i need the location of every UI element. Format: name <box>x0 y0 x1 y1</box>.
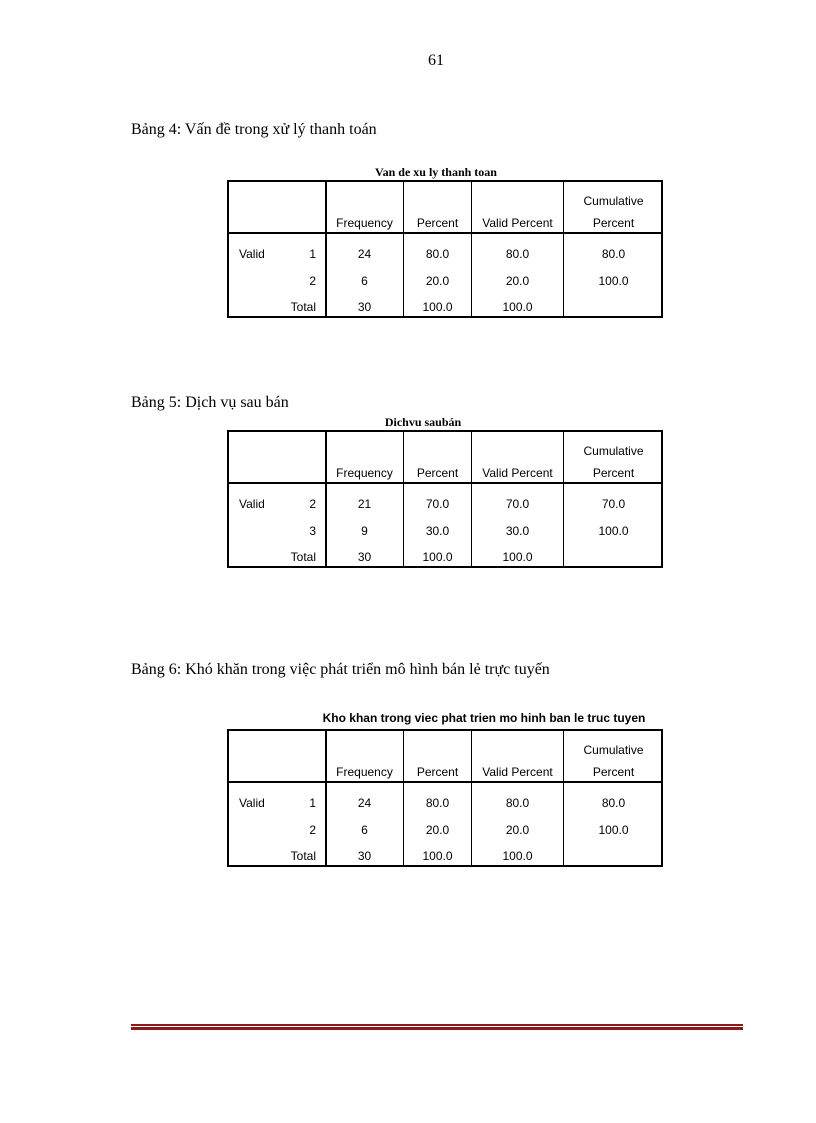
header-valid-percent: Valid Percent <box>482 466 553 480</box>
table-title: Van de xu ly thanh toan <box>375 165 497 179</box>
header-cumulative-percent: Percent <box>592 466 635 480</box>
table-title: Dichvu saubán <box>384 415 462 429</box>
footer-rule-line <box>131 1027 743 1030</box>
row-label: 2 <box>309 823 316 837</box>
valid-percent-value: 20.0 <box>505 823 530 837</box>
header-valid-percent: Valid Percent <box>482 216 553 230</box>
cumulative-value: 80.0 <box>601 247 626 261</box>
table-caption: Bảng 4: Vấn đề trong xử lý thanh toán <box>131 121 377 138</box>
cumulative-value: 100.0 <box>598 524 629 538</box>
header-frequency: Frequency <box>336 466 393 480</box>
percent-value: 20.0 <box>425 274 450 288</box>
percent-value: 70.0 <box>425 497 450 511</box>
valid-percent-value: 80.0 <box>505 247 530 261</box>
table-title: Kho khan trong viec phat trien mo hinh ban le truc tuyen <box>322 711 646 725</box>
percent-value: 20.0 <box>425 823 450 837</box>
frequency-value: 6 <box>361 274 368 288</box>
footer-rule <box>131 1024 743 1030</box>
percent-value: 30.0 <box>425 524 450 538</box>
valid-percent-value: 20.0 <box>505 274 530 288</box>
valid-percent-value: 70.0 <box>505 497 530 511</box>
header-cumulative: Cumulative <box>583 194 644 208</box>
row-group: Valid <box>239 796 265 810</box>
cumulative-value: 70.0 <box>601 497 626 511</box>
cumulative-value: 100.0 <box>598 274 629 288</box>
page-number: 61 <box>428 52 444 69</box>
header-percent: Percent <box>416 466 459 480</box>
frequency-value: 24 <box>357 796 372 810</box>
percent-value: 100.0 <box>422 550 453 564</box>
row-group: Valid <box>239 247 265 261</box>
row-label: 3 <box>309 524 316 538</box>
frequency-table <box>227 729 663 867</box>
row-label: Total <box>290 849 316 863</box>
row-label: 1 <box>309 796 316 810</box>
valid-percent-value: 100.0 <box>502 849 533 863</box>
table-caption: Bảng 6: Khó khăn trong việc phát triển mô hình bán lẻ trực tuyến <box>131 661 550 678</box>
header-percent: Percent <box>416 765 459 779</box>
header-cumulative-percent: Percent <box>592 216 635 230</box>
frequency-value: 21 <box>357 497 372 511</box>
percent-value: 100.0 <box>422 300 453 314</box>
row-label: Total <box>290 300 316 314</box>
percent-value: 80.0 <box>425 247 450 261</box>
row-label: 2 <box>309 497 316 511</box>
cumulative-value: 80.0 <box>601 796 626 810</box>
frequency-value: 30 <box>357 849 372 863</box>
frequency-table <box>227 180 663 318</box>
header-divider <box>229 232 661 234</box>
row-label: 1 <box>309 247 316 261</box>
valid-percent-value: 30.0 <box>505 524 530 538</box>
header-divider <box>229 781 661 783</box>
header-cumulative: Cumulative <box>583 743 644 757</box>
valid-percent-value: 100.0 <box>502 550 533 564</box>
percent-value: 100.0 <box>422 849 453 863</box>
header-frequency: Frequency <box>336 216 393 230</box>
valid-percent-value: 100.0 <box>502 300 533 314</box>
row-label: 2 <box>309 274 316 288</box>
header-divider <box>229 482 661 484</box>
percent-value: 80.0 <box>425 796 450 810</box>
frequency-value: 9 <box>361 524 368 538</box>
header-valid-percent: Valid Percent <box>482 765 553 779</box>
header-percent: Percent <box>416 216 459 230</box>
row-group: Valid <box>239 497 265 511</box>
valid-percent-value: 80.0 <box>505 796 530 810</box>
frequency-table <box>227 430 663 568</box>
header-cumulative-percent: Percent <box>592 765 635 779</box>
frequency-value: 6 <box>361 823 368 837</box>
cumulative-value: 100.0 <box>598 823 629 837</box>
header-cumulative: Cumulative <box>583 444 644 458</box>
frequency-value: 30 <box>357 300 372 314</box>
row-label: Total <box>290 550 316 564</box>
frequency-value: 30 <box>357 550 372 564</box>
header-frequency: Frequency <box>336 765 393 779</box>
frequency-value: 24 <box>357 247 372 261</box>
table-caption: Bảng 5: Dịch vụ sau bán <box>131 394 289 411</box>
